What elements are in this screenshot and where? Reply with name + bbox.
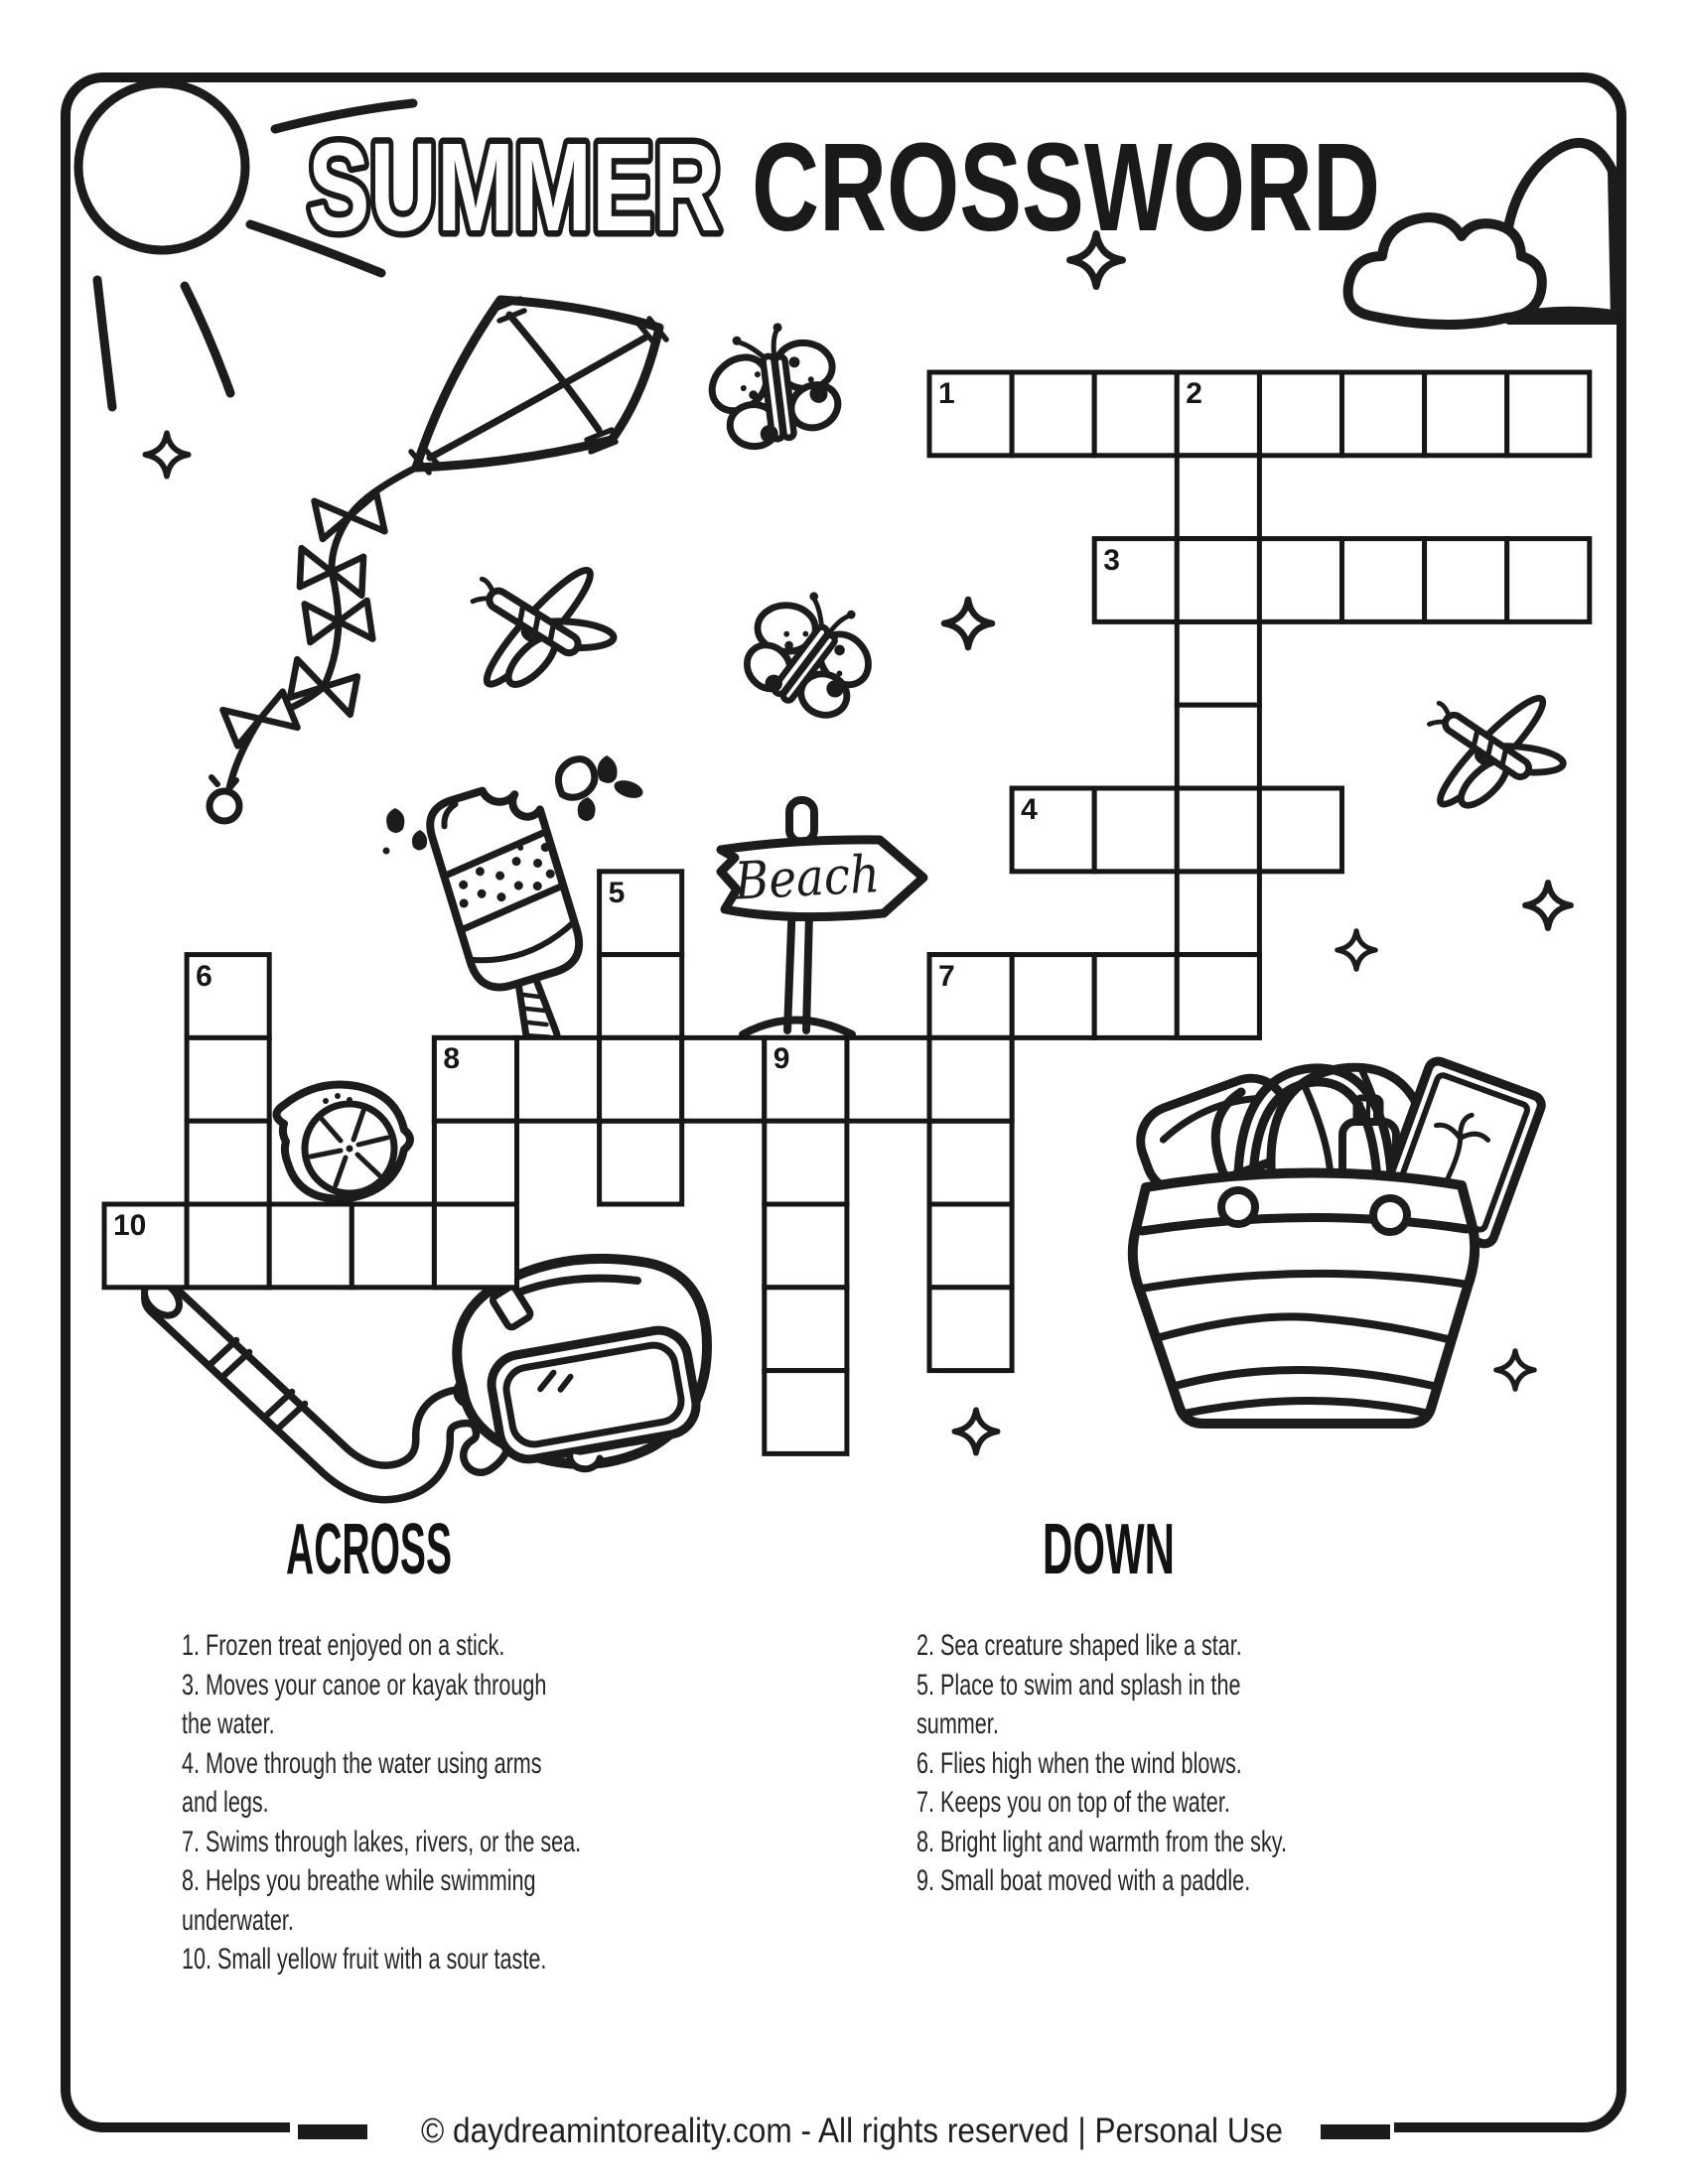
- footer-bar-right: [1321, 2124, 1390, 2139]
- grid-cell: [1177, 456, 1259, 539]
- down-clue-line-7: 9. Small boat moved with a paddle.: [916, 1864, 1251, 1897]
- grid-cell: [1507, 372, 1590, 456]
- grid-cell: [929, 1037, 1012, 1121]
- across-clue-line-8: underwater.: [182, 1903, 294, 1937]
- grid-cell: [1507, 539, 1590, 622]
- grid-cell: [187, 1121, 269, 1204]
- grid-cell: [600, 1037, 682, 1121]
- snorkel-icon: [138, 1275, 493, 1482]
- across-clue-line-5: and legs.: [182, 1786, 269, 1819]
- grid-cell: [517, 1037, 600, 1121]
- grid-cell: [187, 1204, 269, 1288]
- across-clue-line-4: 4. Move through the water using arms: [182, 1746, 542, 1780]
- footer-text: © daydreamintoreality.com - All rights reserved | Personal Use: [421, 2112, 1283, 2150]
- grid-cell: [600, 955, 682, 1038]
- grid-number-6: 6: [196, 959, 212, 993]
- grid-cell: [929, 1288, 1012, 1371]
- across-clue-line-7: 8. Helps you breathe while swimming: [182, 1864, 536, 1897]
- grid-number-7: 7: [938, 959, 955, 993]
- down-clue-line-4: 6. Flies high when the wind blows.: [916, 1746, 1242, 1780]
- across-clue-list: [182, 1626, 581, 1979]
- across-clue-line-2: 3. Moves your canoe or kayak through: [182, 1668, 547, 1702]
- grid-number-5: 5: [608, 876, 626, 909]
- down-clue-line-3: summer.: [916, 1707, 999, 1740]
- grid-cell: [1342, 539, 1425, 622]
- grid-cell: [1425, 539, 1507, 622]
- grid-number-10: 10: [113, 1209, 147, 1242]
- grid-cell: [1094, 788, 1177, 872]
- down-clue-list: [916, 1626, 1287, 1901]
- down-clue-line-6: 8. Bright light and warmth from the sky.: [916, 1825, 1287, 1858]
- across-clue-line-3: the water.: [182, 1707, 275, 1740]
- grid-cell: [1259, 788, 1341, 872]
- lemon-icon: [277, 1085, 411, 1199]
- grid-cell: [1425, 372, 1507, 456]
- kite-icon: [210, 299, 666, 821]
- grid-cell: [682, 1037, 765, 1121]
- beach-bag-icon: [1130, 1058, 1544, 1424]
- grid-cell: [1094, 372, 1177, 456]
- grid-cell: [1342, 372, 1425, 456]
- grid-cell: [1177, 539, 1259, 622]
- grid-cell: [1012, 372, 1094, 456]
- footer-bar-left: [298, 2124, 367, 2139]
- grid-cell: [929, 1121, 1012, 1204]
- cloud-icon: [1348, 143, 1616, 325]
- down-clue-line-1: 2. Sea creature shaped like a star.: [916, 1629, 1242, 1662]
- grid-cell: [765, 1204, 847, 1288]
- grid-cell: [1177, 621, 1259, 705]
- grid-number-9: 9: [773, 1042, 790, 1076]
- grid-cell: [765, 1288, 847, 1371]
- grid-cell: [1177, 872, 1259, 955]
- grid-cell: [600, 1121, 682, 1204]
- grid-cell: [847, 1037, 929, 1121]
- grid-cell: [1094, 955, 1177, 1038]
- across-heading: ACROSS: [286, 1510, 452, 1589]
- grid-cell: [1177, 955, 1259, 1038]
- grid-cell: [352, 1204, 434, 1288]
- grid-cell: [269, 1204, 352, 1288]
- across-clue-line-1: 1. Frozen treat enjoyed on a stick.: [182, 1629, 505, 1662]
- grid-cell: [929, 1204, 1012, 1288]
- grid-cell: [1259, 372, 1341, 456]
- popsicle-icon: [424, 776, 608, 1062]
- grid-number-3: 3: [1103, 543, 1120, 577]
- down-clue-line-5: 7. Keeps you on top of the water.: [916, 1786, 1230, 1819]
- grid-number-8: 8: [443, 1042, 461, 1076]
- grid-cell: [1259, 539, 1341, 622]
- grid-cell: [434, 1121, 516, 1204]
- down-clue-line-2: 5. Place to swim and splash in the: [916, 1668, 1241, 1702]
- grid-cell: [765, 1121, 847, 1204]
- beach-sign-label: Beach: [733, 844, 899, 912]
- across-clue-line-6: 7. Swims through lakes, rivers, or the sea.: [182, 1825, 582, 1858]
- beach-sign-icon: [721, 800, 923, 1034]
- grid-cell: [1177, 705, 1259, 788]
- grid-cell: [1177, 788, 1259, 872]
- grid-number-4: 4: [1021, 793, 1038, 826]
- across-clue-line-9: 10. Small yellow fruit with a sour taste.: [182, 1943, 547, 1976]
- down-heading: DOWN: [1043, 1510, 1175, 1589]
- grid-cell: [187, 1037, 269, 1121]
- title-crossword: CROSSWORD: [752, 117, 1380, 257]
- grid-number-2: 2: [1186, 377, 1202, 410]
- grid-cell: [1012, 955, 1094, 1038]
- title-summer: SUMMER: [308, 117, 721, 257]
- swim-mask-icon: [457, 1259, 707, 1469]
- grid-cell: [765, 1371, 847, 1454]
- grid-number-1: 1: [938, 377, 955, 410]
- grid-cell: [434, 1204, 516, 1288]
